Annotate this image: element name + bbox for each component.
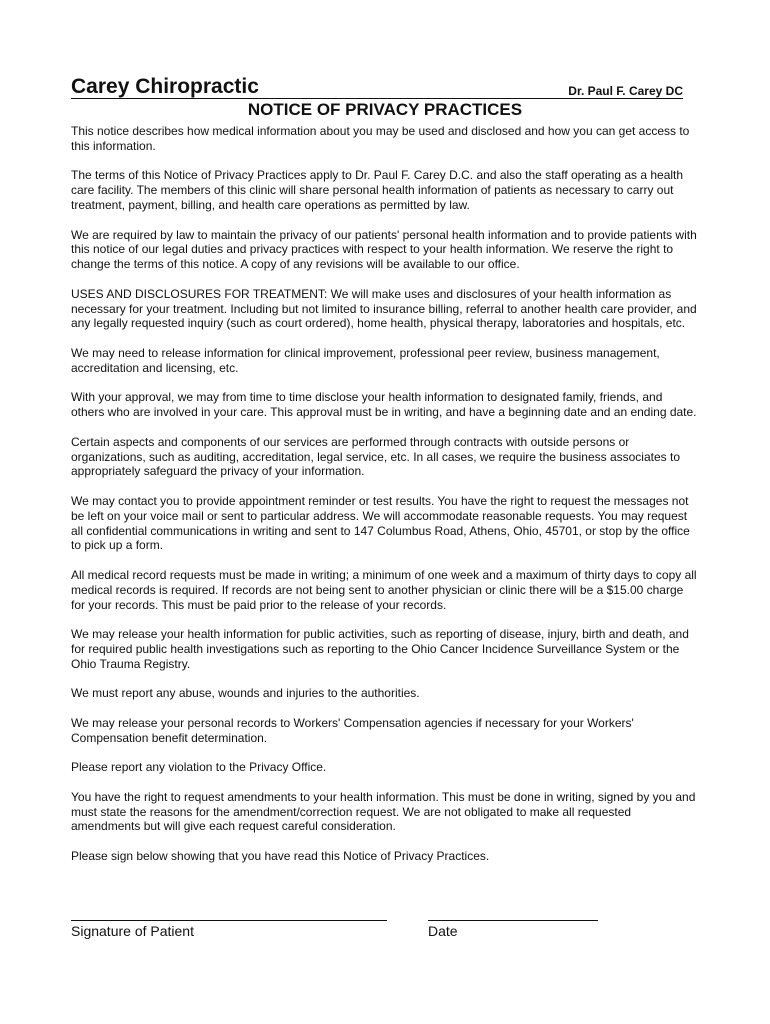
paragraph-sign-request: Please sign below showing that you have read this Notice of Privacy Practices. bbox=[71, 849, 490, 864]
patient-signature-label: Signature of Patient bbox=[71, 923, 194, 939]
paragraph-legal-duty: We are required by law to maintain the privacy of our patients' personal health information and to provide patients with this notice of our legal duties and privacy practices with respect to your health information. We reserve the right to change the terms of this notice. A copy of any revisions will be available to our office. bbox=[71, 227, 697, 272]
paragraph-workers-comp: We may release your personal records to Workers' Compensation agencies if necessary for your Workers' Compensation benefit determination. bbox=[71, 715, 634, 745]
notice-document bbox=[71, 74, 699, 939]
paragraph-business-associates: Certain aspects and components of our services are performed through contracts with outside persons or organizations, such as auditing, accreditation, legal service, etc. In all cases, we require the business associates to appropriately safeguard the privacy of your information. bbox=[71, 434, 680, 479]
paragraph-violation-report: Please report any violation to the Privacy Office. bbox=[71, 760, 327, 775]
paragraph-contact: We may contact you to provide appointment reminder or test results. You have the right to request the messages not be left on your voice mail or sent to particular address. We will accommodate reasonable requests. You may request all confidential communications in writing and sent to 147 Columbus Road, Athens, Ohio, 45701, or stop by the office to pick up a form. bbox=[71, 493, 690, 553]
paragraph-abuse-reporting: We must report any abuse, wounds and injuries to the authorities. bbox=[71, 686, 420, 701]
letterhead bbox=[71, 74, 683, 99]
paragraph-treatment-uses: USES AND DISCLOSURES FOR TREATMENT: We will make uses and disclosures of your health information as necessary for your treatment. Including but not limited to insurance billing, referral to another health care provider, and any legally requested inquiry (such as court ordered), home health, physical therapy, laboratories and hospitals, etc. bbox=[71, 286, 697, 331]
paragraph-family-disclosure: With your approval, we may from time to time disclose your health information to designated family, friends, and others who are involved in your care. This approval must be in writing, and have a beginning date and an ending date. bbox=[71, 390, 697, 420]
doctor-name: Dr. Paul F. Carey DC bbox=[568, 84, 683, 98]
notice-body bbox=[71, 124, 699, 864]
paragraph-terms: The terms of this Notice of Privacy Practices apply to Dr. Paul F. Carey D.C. and also the staff operating as a health care facility. The members of this clinic will share personal health information of patients as necessary to carry out treatment, payment, billing, and health care operations as permitted by law. bbox=[71, 168, 684, 212]
signature-block bbox=[71, 906, 699, 942]
paragraph-amendments: You have the right to request amendments to your health information. This must be done in writing, signed by you and must state the reasons for the amendment/correction request. We are not obligated to make all requested amendments but will give each request careful consideration. bbox=[71, 789, 696, 834]
paragraph-public-health: We may release your health information for public activities, such as reporting of disease, injury, birth and death, and for required public health investigations such as reporting to the Ohio Cancer Incidence Surveillance System or the Ohio Trauma Registry. bbox=[71, 627, 689, 671]
paragraph-clinical-improvement: We may need to release information for clinical improvement, professional peer review, business management, accreditation and licensing, etc. bbox=[71, 345, 660, 375]
date-label: Date bbox=[428, 923, 458, 939]
clinic-name: Carey Chiropractic bbox=[71, 75, 259, 98]
date-line[interactable] bbox=[428, 906, 598, 921]
patient-signature-line[interactable] bbox=[71, 906, 387, 921]
document-title: NOTICE OF PRIVACY PRACTICES bbox=[247, 100, 523, 119]
paragraph-access-notice: This notice describes how medical information about you may be used and disclosed and how you can get access to this information. bbox=[71, 124, 690, 153]
paragraph-record-requests: All medical record requests must be made in writing; a minimum of one week and a maximum of thirty days to copy all medical records is required. If records are not being sent to another physician or clinic there will be a $15.00 charge for your records. This must be paid prior to the release of your records. bbox=[71, 567, 697, 612]
